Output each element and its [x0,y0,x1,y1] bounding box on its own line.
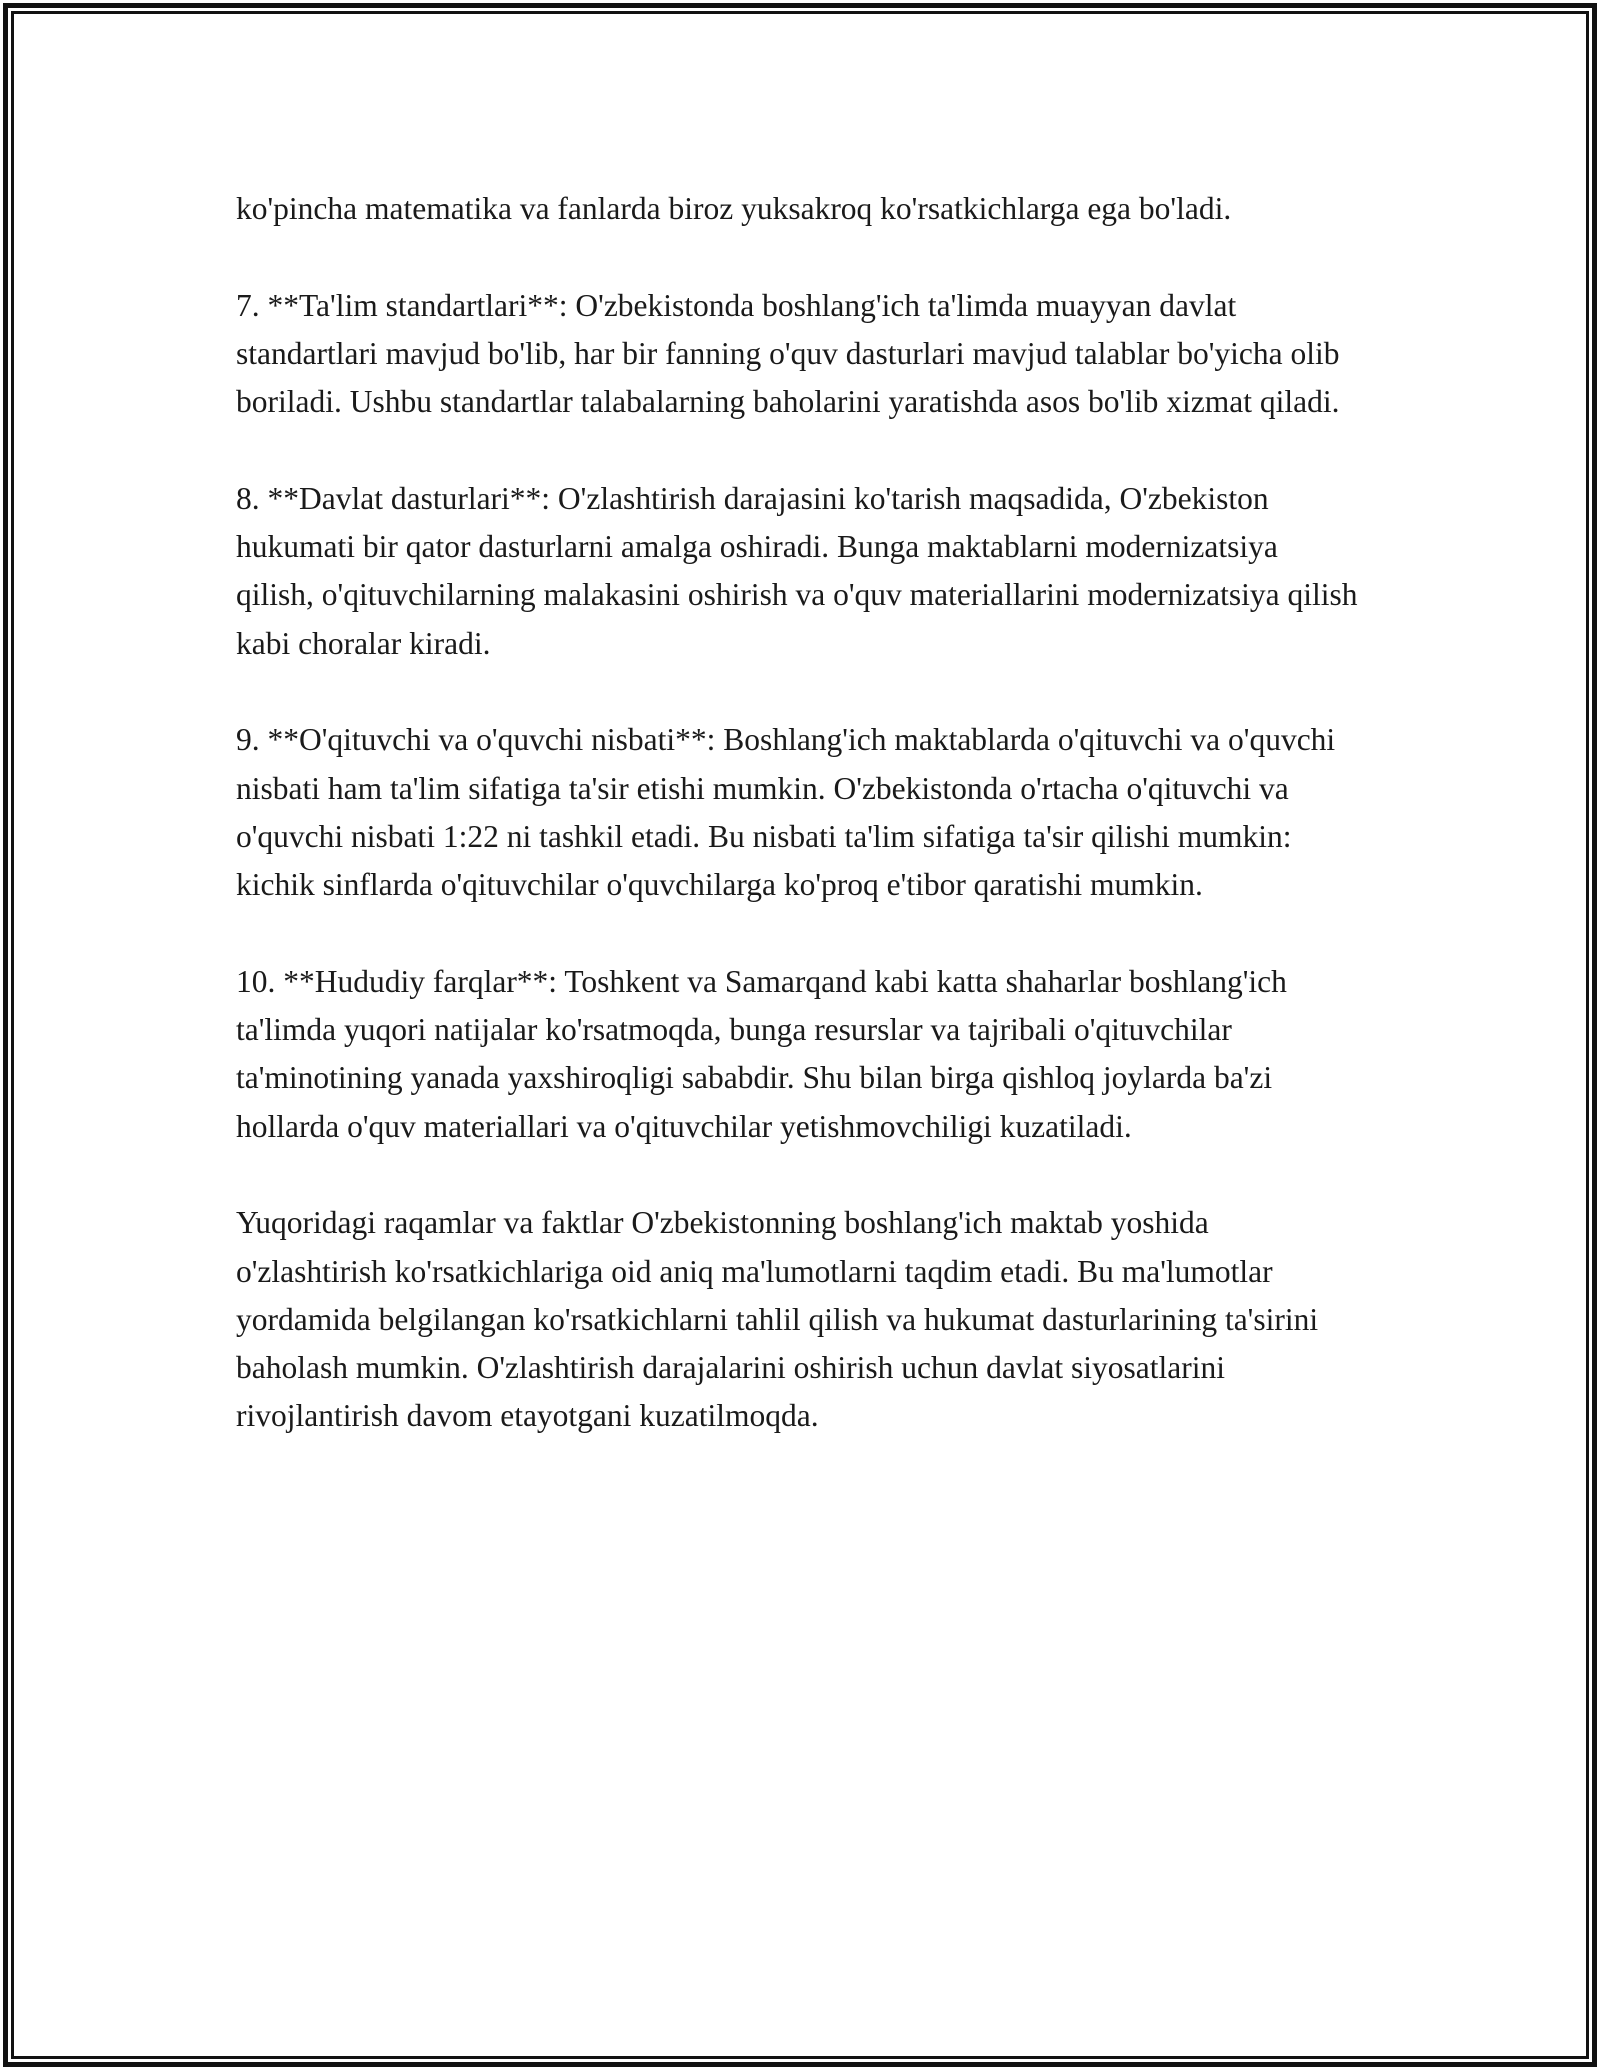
paragraph-item-9: 9. **O'qituvchi va o'quvchi nisbati**: Boshlang'ich maktablarda o'qituvchi va o'quvchi nisbati ham ta'lim sifatiga ta'sir etishi mumkin. O'zbekistonda o'rtacha o'qituvchi va o'quvchi nisbati 1:22 ni tashkil etadi. Bu nisbati ta'lim sifatiga ta'sir qilishi mumkin: kichik sinflarda o'qituvchilar o'quvchilarga ko'proq e'tibor qaratishi mumkin. [236,722,1336,903]
paragraph-continuation: ko'pincha matematika va fanlarda biroz yuksakroq ko'rsatkichlarga ega bo'ladi. [236,191,1232,226]
document-body [236,185,1361,1441]
paragraph-item-10: 10. **Hududiy farqlar**: Toshkent va Samarqand kabi katta shaharlar boshlang'ich ta'limda yuqori natijalar ko'rsatmoqda, bunga resurslar va tajribali o'qituvchilar ta'minotining yanada yaxshiroqligi sababdir. Shu bilan birga qishloq joylarda ba'zi hollarda o'quv materiallari va o'qituvchilar yetishmovchiligi kuzatiladi. [236,963,1287,1144]
paragraph-item-8: 8. **Davlat dasturlari**: O'zlashtirish darajasini ko'tarish maqsadida, O'zbekiston hukumati bir qator dasturlarni amalga oshiradi. Bunga maktablarni modernizatsiya qilish, o'qituvchilarning malakasini oshirish va o'quv materiallarini modernizatsiya qilish kabi choralar kiradi. [236,480,1358,661]
paragraph-conclusion: Yuqoridagi raqamlar va faktlar O'zbekistonning boshlang'ich maktab yoshida o'zlashtirish ko'rsatkichlariga oid aniq ma'lumotlarni taqdim etadi. Bu ma'lumotlar yordamida belgilangan ko'rsatkichlarni tahlil qilish va hukumat dasturlarining ta'sirini baholash mumkin. O'zlashtirish darajalarini oshirish uchun davlat siyosatlarini rivojlantirish davom etayotgani kuzatilmoqda. [236,1205,1319,1434]
paragraph-item-7: 7. **Ta'lim standartlari**: O'zbekistonda boshlang'ich ta'limda muayyan davlat standartlari mavjud bo'lib, har bir fanning o'quv dasturlari mavjud talablar bo'yicha olib boriladi. Ushbu standartlar talabalarning baholarini yaratishda asos bo'lib xizmat qiladi. [236,287,1340,420]
